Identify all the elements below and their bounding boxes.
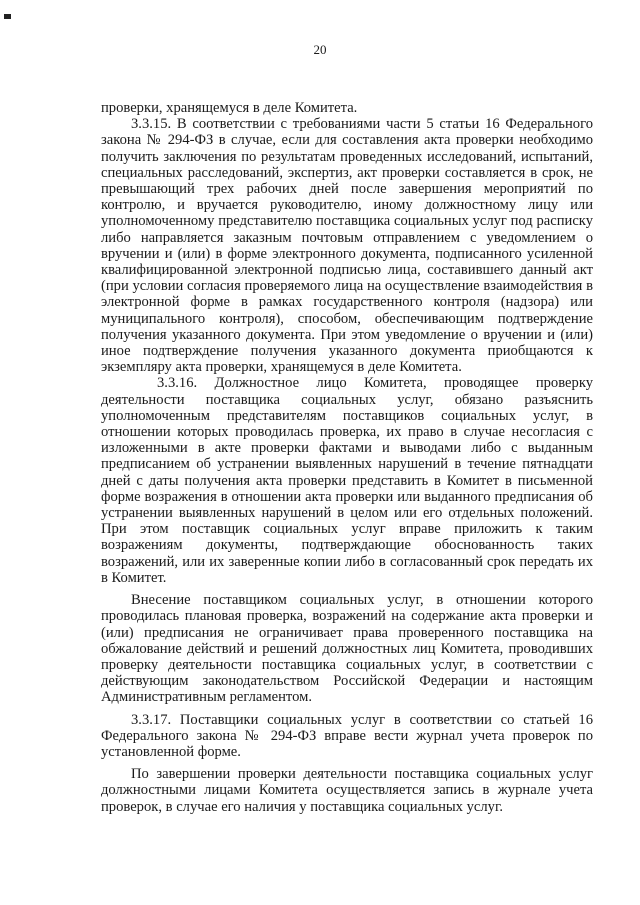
paragraph-3-3-17: 3.3.17. Поставщики социальных услуг в соответствии со статьей 16 Федерального закона № 294-ФЗ вправе вести журнал учета проверок по установленной форме. — [101, 711, 593, 760]
paragraph-3-3-15: 3.3.15. В соответствии с требованиями части 5 статьи 16 Федерального закона № 294-ФЗ в случае, если для составления акта проверки необходимо получить заключения по результатам проведенных исследований, испытаний, специальных расследований, экспертиз, акт проверки составляется в срок, не превышающий трех рабочих дней после завершения мероприятий по контролю, и вручается руководителю, иному должностному лицу или уполномоченному представителю поставщика социальных услуг под расписку либо направляется заказным почтовым отправлением с уведомлением о вручении и (или) в форме электронного документа, подписанного усиленной квалифицированной электронной подписью лица, составившего данный акт (при условии согласия проверяемого лица на осуществление взаимодействия в электронной форме в рамках государственного контроля (надзора) или муниципального контроля), способом, обеспечивающим подтверждение получения указанного документа. При этом уведомление о вручении и (или) иное подтверждение получения указанного документа приобщаются к экземпляру акта проверки, хранящемуся в деле Комитета. — [101, 116, 593, 376]
paragraph-objections: Внесение поставщиком социальных услуг, в отношении которого проводилась плановая проверка, возражений на содержание акта проверки и (или) предписания не ограничивает права проверенного поставщика на обжалование действий и решений должностных лиц Комитета, проводивших проверку деятельности поставщика социальных услуг, в соответствии с действующим законодательством Российской Федерации и настоящим Административным регламентом. — [101, 592, 593, 706]
document-body — [101, 100, 593, 815]
paragraph-continuation: проверки, хранящемуся в деле Комитета. — [101, 100, 358, 116]
scan-mark — [4, 14, 11, 19]
paragraph-journal-entry: По завершении проверки деятельности поставщика социальных услуг должностными лицами Комитета осуществляется запись в журнале учета проверок, в случае его наличия у поставщика социальных услуг. — [101, 766, 593, 815]
page-number: 20 — [313, 42, 327, 57]
paragraph-3-3-16: 3.3.16. Должностное лицо Комитета, проводящее проверку деятельности поставщика социальных услуг, обязано разъяснить уполномоченным представителям поставщиков социальных услуг, в отношении которых проводилась проверка, их право в случае несогласия с изложенными в акте проверки фактами и выводами либо с выданным предписанием об устранении выявленных нарушений в течение пятнадцати дней с даты получения акта проверки представить в Комитет в письменной форме возражения в отношении акта проверки или выданного предписания об устранении выявленных нарушений в целом или его отдельных положений. При этом поставщик социальных услуг вправе приложить к таким возражениям документы, подтверждающие обоснованность таких возражений, или их заверенные копии либо в согласованный срок передать их в Комитет. — [101, 375, 593, 586]
